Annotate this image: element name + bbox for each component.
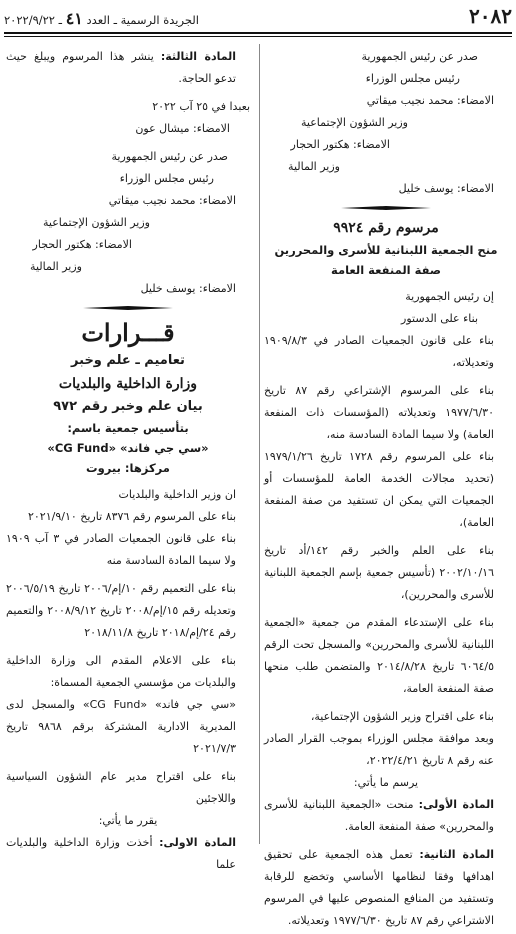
paragraph: بناء على اقتراح وزير الشؤون الإجتماعية، — [310, 710, 494, 723]
decree-title: مرسوم رقم ٩٩٢٤ — [333, 220, 439, 236]
paragraph: بناء على العلم والخبر رقم ١٤٢/أد تاريخ ٢٠٠٢/١٠/١٦ (تأسيس جمعية بإسم الجمعية اللبنانية للأسرى والمحررين)، — [264, 544, 495, 601]
signature-line: رئيس مجلس الوزراء — [119, 172, 214, 185]
article-text: تعمل هذه الجمعية على تحقيق اهدافها وفقا لنظامها الأساسي وتخضع للرقابة وتستفيد من المنافع المنصوص عليها في المرسوم الاشتراعي رقم ٨٧ تاريخ ١٩٧٧/٦/٣٠ وتعديلاته. — [264, 848, 494, 927]
article-label: المادة الأولى: — [418, 798, 494, 811]
paragraph: إن رئيس الجمهورية — [405, 290, 494, 303]
signature-line: وزير المالية — [30, 260, 82, 273]
section-separator — [83, 304, 173, 312]
article — [6, 46, 250, 90]
article-text: ينشر هذا المرسوم ويبلغ حيث تدعو الحاجة. — [6, 50, 236, 85]
paragraph: بناء على الإستدعاء المقدم من جمعية «الجمعية اللبنانية للأسرى والمحررين» والمسجل تحت الرقم ٦٠٦٤/٥ تاريخ ٢٠١٤/٨/٢٨ والمتضمن طلب منحها صفة المنفعة العامة، — [264, 616, 494, 695]
signature-line: صدر عن رئيس الجمهورية — [361, 50, 478, 63]
paragraph: وبعد موافقة مجلس الوزراء بموجب القرار الصادر عنه رقم ٨ تاريخ ٢٠٢٢/٤/٢١، — [264, 732, 494, 767]
page-header — [4, 4, 512, 30]
decree-subtitle: منح الجمعية اللبنانية للأسرى والمحررين — [274, 243, 498, 257]
header-rule — [4, 32, 512, 34]
signature-line: الامضاء: هكتور الحجار — [32, 238, 132, 251]
section-subtitle: تعاميم ـ علم وخبر — [71, 353, 185, 368]
signature-line: الامضاء: ميشال عون — [135, 122, 230, 135]
section-title: قـــرارات — [81, 318, 175, 347]
section-separator — [341, 204, 431, 212]
paragraph: «سي جي فاند» «CG Fund» والمسجل لدى المديرية الادارية المشتركة برقم ٩٨٦٨ تاريخ ٢٠٢١/٧/٣ — [6, 698, 236, 755]
signature-line: الامضاء: محمد نجيب ميقاتي — [366, 94, 494, 107]
signature-line: الامضاء: يوسف خليل — [140, 282, 236, 295]
paragraph: بناء على المرسوم الإشتراعي رقم ٨٧ تاريخ ١٩٧٧/٦/٣٠ وتعديلاته (المؤسسات ذات المنفعة العامة) ولا سيما المادة السادسة منه، — [264, 384, 495, 441]
left-column — [6, 46, 250, 876]
signature-line: وزير الشؤون الإجتماعية — [301, 116, 408, 129]
right-column — [264, 46, 508, 932]
signature-line: وزير المالية — [288, 160, 340, 173]
running-head-date: ـ ٢٠٢٢/٩/٢٢ — [4, 13, 63, 27]
paragraph: بناء على اقتراح مدير عام الشؤون السياسية واللاجئين — [6, 770, 236, 805]
paragraph: بناء على الدستور — [401, 312, 478, 325]
paragraph: بناء على الاعلام المقدم الى وزارة الداخلية والبلديات من مؤسسي الجمعية المسماة: — [6, 654, 236, 689]
page-number: ٢٠٨٢ — [469, 4, 512, 28]
paragraph: يرسم ما يأتي: — [353, 776, 419, 789]
paragraph: يقرر ما يأتي: — [98, 814, 158, 827]
signature-line: الامضاء: هكتور الحجار — [290, 138, 390, 151]
paragraph: بناء على قانون الجمعيات الصادر في ١٩٠٩/٨/٣ وتعديلاته، — [264, 334, 494, 369]
article — [264, 844, 508, 932]
paragraph: بناء على المرسوم رقم ٨٣٧٦ تاريخ ٢٠٢١/٩/١٠ — [27, 510, 236, 523]
signature-line: الامضاء: محمد نجيب ميقاتي — [108, 194, 236, 207]
column-divider — [259, 44, 260, 844]
date-line: بعبدا في ٢٥ آب ٢٠٢٢ — [152, 100, 250, 113]
association-name: «سي جي فاند» «CG Fund» — [47, 441, 209, 455]
issue-number: ٤١ — [65, 9, 83, 28]
header-rule-thin — [4, 36, 512, 37]
paragraph: بناء على قانون الجمعيات الصادر في ٣ آب ١٩٠٩ ولا سيما المادة السادسة منه — [6, 532, 237, 567]
running-head-prefix: الجريدة الرسمية ـ العدد — [86, 13, 199, 27]
signature-line: رئيس مجلس الوزراء — [365, 72, 460, 85]
article-label: المادة الاولى: — [159, 836, 236, 849]
article-text: منحت «الجمعية اللبنانية للأسرى والمحررين» صفة المنفعة العامة. — [264, 798, 494, 833]
notice-subtitle: بتأسيس جمعية باسم: — [67, 421, 189, 435]
signature-line: صدر عن رئيس الجمهورية — [111, 150, 228, 163]
signature-line: الامضاء: يوسف خليل — [398, 182, 494, 195]
paragraph: ان وزير الداخلية والبلديات — [118, 488, 236, 501]
article-label: المادة الثانية: — [419, 848, 495, 861]
decree-subtitle: صفة المنفعة العامة — [331, 263, 441, 277]
article-text: أخذت وزارة الداخلية والبلديات علما — [6, 836, 236, 871]
notice-title: بيان علم وخبر رقم ٩٧٢ — [53, 399, 203, 414]
paragraph: بناء على التعميم رقم ١٠/إم/٢٠٠٦ تاريخ ٢٠٠٦/٥/١٩ وتعديله رقم ١٥/إم/٢٠٠٨ تاريخ ٢٠٠٨/٩/١٢ والتعميم رقم ٢٤/إم/٢٠١٨ تاريخ ٢٠١٨/١١/٨ — [6, 582, 236, 639]
paragraph: بناء على المرسوم رقم ١٧٢٨ تاريخ ١٩٧٩/١/٢٦ (تحديد مجالات الخدمة العامة للمؤسسات أو الجمعيات التي يمكن ان تستفيد من صفة المنفعة العامة)، — [264, 450, 494, 529]
article — [264, 794, 508, 838]
headquarters: مركزها: بيروت — [86, 461, 170, 475]
ministry-heading: وزارة الداخلية والبلديات — [58, 376, 198, 392]
article-label: المادة الثالثة: — [160, 50, 236, 63]
article — [6, 832, 250, 876]
running-head — [4, 4, 199, 28]
signature-line: وزير الشؤون الإجتماعية — [43, 216, 150, 229]
